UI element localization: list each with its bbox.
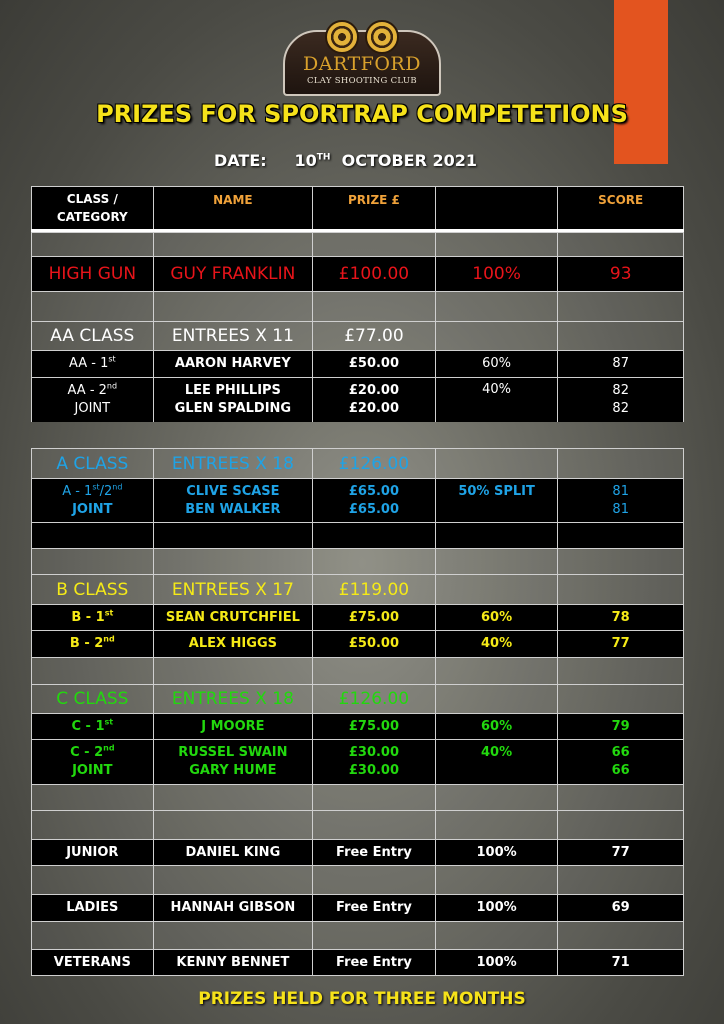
date-day-suffix: TH bbox=[316, 152, 331, 163]
cell-prize-pool: £119.00 bbox=[313, 575, 436, 604]
spacer-row bbox=[31, 232, 684, 256]
cell-name: LEE PHILLIPS GLEN SPALDING bbox=[154, 378, 314, 422]
table-header-row bbox=[31, 186, 684, 229]
cell-percent: 100% bbox=[436, 895, 559, 921]
cell-name: RUSSEL SWAIN GARY HUME bbox=[154, 740, 314, 784]
target-icon bbox=[365, 20, 399, 54]
cell-class: JUNIOR bbox=[32, 840, 154, 865]
cell-prize: Free Entry bbox=[313, 950, 436, 975]
logo-title: DARTFORD bbox=[303, 53, 421, 75]
table-row-high-gun bbox=[31, 256, 684, 291]
b-class-header-row bbox=[31, 574, 684, 604]
cell-prize: £50.00 bbox=[313, 351, 436, 377]
header-score: SCORE bbox=[598, 193, 644, 207]
cell-name: HANNAH GIBSON bbox=[154, 895, 314, 921]
cell-class: LADIES bbox=[32, 895, 154, 921]
spacer-row bbox=[31, 291, 684, 321]
cell-name: AARON HARVEY bbox=[154, 351, 314, 377]
table-row-c-second bbox=[31, 739, 684, 784]
cell-class: C - 2nd JOINT bbox=[32, 740, 154, 784]
empty-row bbox=[31, 522, 684, 548]
cell-entrees: ENTREES X 18 bbox=[154, 685, 314, 713]
date-day: 10 bbox=[294, 151, 317, 170]
cell-score: 81 81 bbox=[612, 483, 629, 517]
date-month-year: OCTOBER 2021 bbox=[341, 151, 478, 170]
cell-class: A CLASS bbox=[32, 449, 154, 478]
cell-class: AA - 1st bbox=[32, 351, 154, 377]
header-name: NAME bbox=[154, 187, 314, 229]
spacer-row bbox=[31, 921, 684, 949]
cell-class: VETERANS bbox=[32, 950, 154, 975]
date-label: DATE: bbox=[214, 151, 267, 170]
cell-prize: £75.00 bbox=[313, 605, 436, 630]
cell-percent: 60% bbox=[436, 605, 559, 630]
cell-percent: 60% bbox=[436, 351, 559, 377]
table-row-aa-first bbox=[31, 350, 684, 377]
table-row-veterans bbox=[31, 949, 684, 976]
cell-prize: £50.00 bbox=[313, 631, 436, 657]
footer-note: PRIZES HELD FOR THREE MONTHS bbox=[198, 989, 526, 1009]
cell-prize: Free Entry bbox=[313, 840, 436, 865]
cell-name: KENNY BENNET bbox=[154, 950, 314, 975]
cell-percent: 100% bbox=[436, 257, 559, 291]
cell-class: HIGH GUN bbox=[32, 257, 154, 291]
cell-score: 82 82 bbox=[612, 383, 629, 416]
spacer-row bbox=[31, 865, 684, 894]
table-row-aa-second bbox=[31, 377, 684, 422]
cell-name: SEAN CRUTCHFIEL bbox=[154, 605, 314, 630]
cell-name: DANIEL KING bbox=[154, 840, 314, 865]
cell-class: B - 1st bbox=[32, 605, 154, 630]
page-title: PRIZES FOR SPORTRAP COMPETETIONS bbox=[96, 100, 628, 128]
logo-subtitle: CLAY SHOOTING CLUB bbox=[307, 76, 417, 86]
header-prize: PRIZE £ bbox=[313, 187, 436, 229]
cell-percent: 40% bbox=[436, 631, 559, 657]
table-row-c-first bbox=[31, 713, 684, 739]
club-logo bbox=[283, 20, 441, 96]
cell-score: 93 bbox=[609, 264, 632, 284]
aa-class-header-row bbox=[31, 321, 684, 350]
cell-percent: 40% bbox=[436, 740, 559, 784]
spacer-row bbox=[31, 657, 684, 684]
cell-name: GUY FRANKLIN bbox=[154, 257, 314, 291]
cell-score: 79 bbox=[611, 718, 630, 734]
cell-class: B CLASS bbox=[32, 575, 154, 604]
cell-name: ALEX HIGGS bbox=[154, 631, 314, 657]
cell-class: AA CLASS bbox=[32, 322, 154, 350]
cell-score: 71 bbox=[611, 954, 630, 970]
cell-class: A - 1st/2nd JOINT bbox=[32, 479, 154, 522]
cell-score: 77 bbox=[611, 844, 630, 860]
cell-class: B - 2nd bbox=[32, 631, 154, 657]
cell-score: 66 66 bbox=[611, 745, 630, 778]
cell-prize: £30.00 £30.00 bbox=[313, 740, 436, 784]
table-row-junior bbox=[31, 839, 684, 865]
cell-entrees: ENTREES X 18 bbox=[154, 449, 314, 478]
table-row-a-first bbox=[31, 478, 684, 522]
cell-percent: 60% bbox=[436, 714, 559, 739]
cell-entrees: ENTREES X 17 bbox=[154, 575, 314, 604]
table-row-b-first bbox=[31, 604, 684, 630]
header-blank bbox=[436, 187, 559, 229]
cell-score: 78 bbox=[611, 609, 630, 625]
cell-class: AA - 2nd JOINT bbox=[32, 378, 154, 422]
cell-prize: £75.00 bbox=[313, 714, 436, 739]
cell-name: CLIVE SCASE BEN WALKER bbox=[154, 479, 314, 522]
cell-prize-pool: £77.00 bbox=[313, 322, 436, 350]
cell-percent: 40% bbox=[436, 378, 559, 422]
spacer-row bbox=[31, 810, 684, 839]
cell-class: C - 1st bbox=[32, 714, 154, 739]
cell-score: 77 bbox=[611, 636, 630, 651]
c-class-header-row bbox=[31, 684, 684, 713]
target-icon bbox=[325, 20, 359, 54]
header-class: CLASS / CATEGORY bbox=[32, 187, 154, 229]
cell-percent: 100% bbox=[436, 840, 559, 865]
orange-accent-bar bbox=[614, 0, 668, 164]
cell-name: J MOORE bbox=[154, 714, 314, 739]
cell-score: 69 bbox=[611, 900, 630, 915]
cell-entrees: ENTREES X 11 bbox=[154, 322, 314, 350]
cell-prize: £100.00 bbox=[313, 257, 436, 291]
table-row-b-second bbox=[31, 630, 684, 657]
a-class-header-row bbox=[31, 448, 684, 478]
cell-percent: 50% SPLIT bbox=[436, 479, 559, 522]
cell-prize: £65.00 £65.00 bbox=[313, 479, 436, 522]
cell-prize-pool: £126.00 bbox=[313, 685, 436, 713]
competition-date bbox=[214, 151, 477, 170]
cell-class: C CLASS bbox=[32, 685, 154, 713]
cell-percent: 100% bbox=[436, 950, 559, 975]
spacer-row bbox=[31, 548, 684, 574]
table-row-ladies bbox=[31, 894, 684, 921]
cell-score: 87 bbox=[612, 356, 629, 371]
cell-prize-pool: £126.00 bbox=[313, 449, 436, 478]
cell-prize: Free Entry bbox=[313, 895, 436, 921]
cell-prize: £20.00 £20.00 bbox=[313, 378, 436, 422]
spacer-row bbox=[31, 784, 684, 810]
